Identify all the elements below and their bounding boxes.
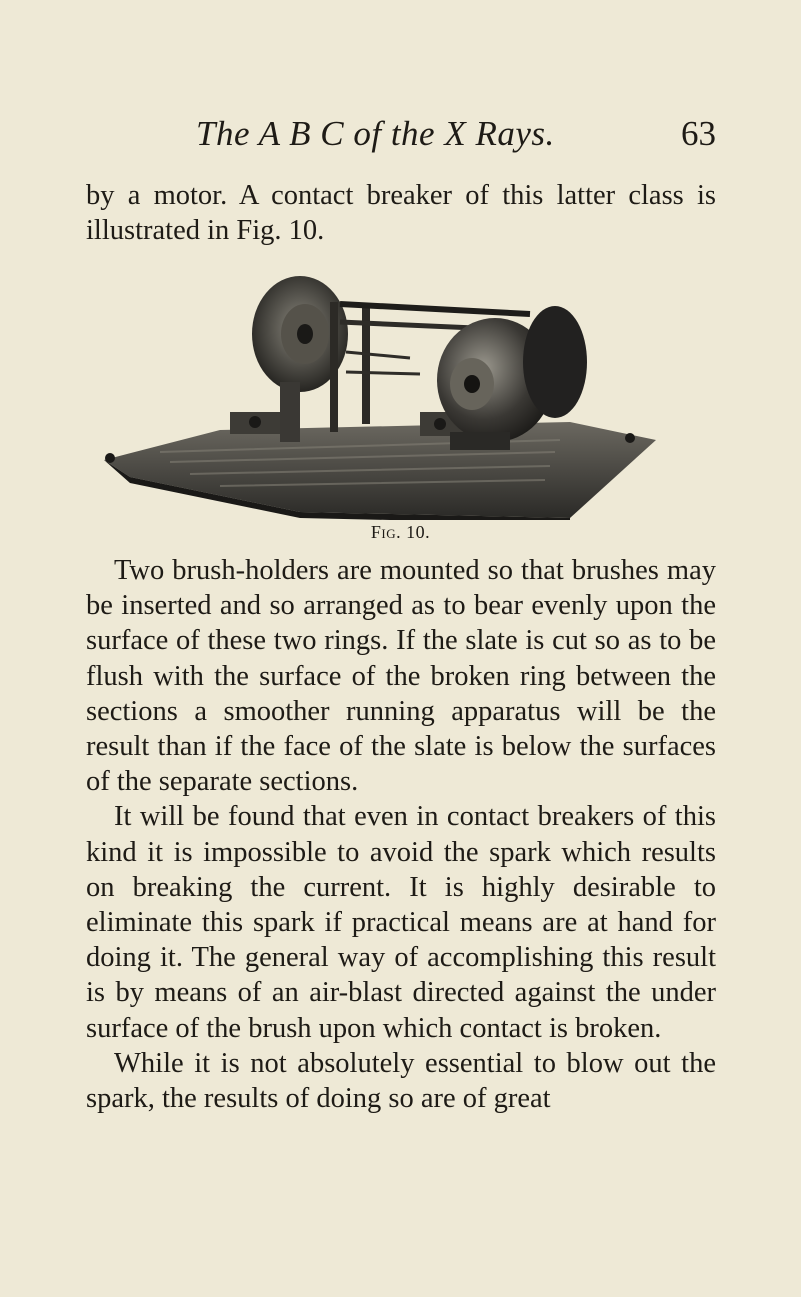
paragraph-3: It will be found that even in contact breakers of this kind it is impossible to avoid the spark which results on breaking the current. It is highly desirable to eliminate this spark if practical means are at hand for doing it. The general way of accomplishing this result is by means of an air-blast directed against the under surface of the brush upon which contact is broken. — [86, 801, 716, 1044]
running-header — [196, 112, 716, 156]
figure-caption: Fig. 10. — [370, 522, 431, 542]
figure-contact-breaker — [100, 262, 660, 520]
text-block-bottom — [86, 553, 716, 1116]
paragraph-1: by a motor. A contact breaker of this latter class is illustrated in Fig. 10. — [86, 180, 716, 247]
contact-breaker-illustration — [100, 262, 660, 520]
paragraph-2: Two brush-holders are mounted so that brushes may be inserted and so arranged as to bear evenly upon the surface of these two rings. If the slate is cut so as to be flush with the surface of the broken ring between the sections a smoother running apparatus will be the result than if the face of the slate is below the surfaces of the separate sections. — [86, 555, 716, 798]
running-title: The A B C of the X Rays. — [196, 114, 555, 153]
text-block-top — [86, 178, 716, 248]
page-number: 63 — [681, 114, 716, 153]
paragraph-4: While it is not absolutely essential to blow out the spark, the results of doing so are of great — [86, 1047, 716, 1115]
